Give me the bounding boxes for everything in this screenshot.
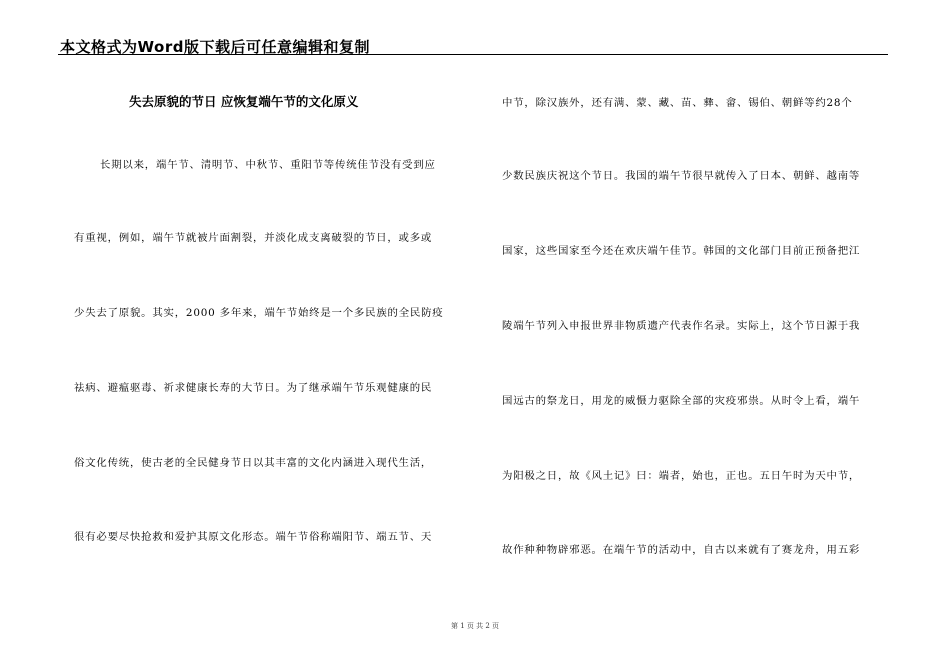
paragraph-line: 为阳极之日，故《风土记》曰：端者，始也，正也。五日午时为天中节， [502,470,861,482]
paragraph-line: 故作种种物辟邪恶。在端午节的活动中，自古以来就有了赛龙舟，用五彩 [502,544,861,556]
paragraph-line: 国家，这些国家至今还在欢庆端午佳节。韩国的文化部门目前正预备把江 [502,245,861,257]
paragraph-line: 长期以来，端午节、清明节、中秋节、重阳节等传统佳节没有受到应 [100,159,436,171]
paragraph-line: 有重视，例如，端午节就被片面割裂，并淡化成支离破裂的节日，或多或 [74,232,433,244]
paragraph-line: 中节，除汉族外，还有满、蒙、藏、苗、彝、畲、锡伯、朝鲜等约28个 [502,97,853,109]
paragraph-line: 很有必要尽快抢救和爱护其原文化形态。端午节俗称端阳节、端五节、天 [74,531,433,543]
header-divider [58,54,888,55]
paragraph-line: 少失去了原貌。其实，2000 多年来，端午节始终是一个多民族的全民防疫 [74,307,444,319]
paragraph-line: 国远古的祭龙日，用龙的威慑力驱除全部的灾疫邪祟。从时令上看，端午 [502,395,861,407]
article-title: 失去原貌的节日 应恢复端午节的文化原义 [129,94,359,109]
page-number: 第 1 页 共 2 页 [450,622,500,630]
paragraph-line: 祛病、避瘟驱毒、祈求健康长寿的大节日。为了继承端午节乐观健康的民 [74,382,433,394]
paragraph-line: 少数民族庆祝这个节日。我国的端午节很早就传入了日本、朝鲜、越南等 [502,170,861,182]
paragraph-line: 陵端午节列入申报世界非物质遗产代表作名录。实际上，这个节日源于我 [502,320,861,332]
paragraph-line: 俗文化传统，使古老的全民健身节日以其丰富的文化内涵进入现代生活， [74,457,433,469]
header-banner: 本文格式为Word版下载后可任意编辑和复制 [60,38,370,56]
